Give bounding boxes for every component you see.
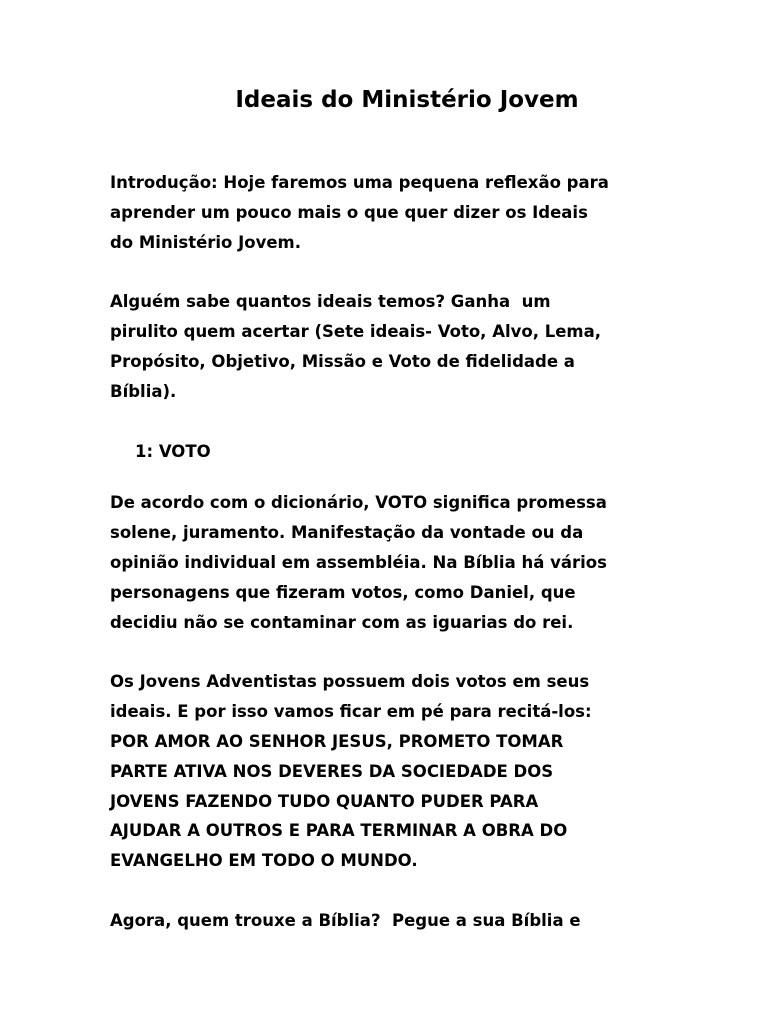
text-line: AJUDAR A OUTROS E PARA TERMINAR A OBRA DO (110, 821, 568, 841)
text-line: ideais. E por isso vamos ficar em pé para recitá-los: (110, 702, 592, 722)
text-line: personagens que fizeram votos, como Daniel, que (110, 582, 576, 602)
document-body (110, 168, 710, 966)
text-line: do Ministério Jovem. (110, 232, 302, 252)
text-line: aprender um pouco mais o que quer dizer os Ideais (110, 202, 588, 222)
text-line: EVANGELHO EM TODO O MUNDO. (110, 851, 418, 871)
bible-paragraph (110, 906, 710, 936)
document-title: Ideais do Ministério Jovem (235, 87, 579, 113)
text-line: Os Jovens Adventistas possuem dois votos em seus (110, 672, 590, 692)
text-line: De acordo com o dicionário, VOTO significa promessa (110, 493, 607, 513)
text-line: pirulito quem acertar (Sete ideais- Voto, Alvo, Lema, (110, 322, 602, 342)
text-line: solene, juramento. Manifestação da vontade ou da (110, 523, 584, 543)
text-line: JOVENS FAZENDO TUDO QUANTO PUDER PARA (110, 791, 539, 811)
text-line: Alguém sabe quantos ideais temos? Ganha um (110, 292, 551, 312)
text-line: decidiu não se contaminar com as iguarias do rei. (110, 612, 574, 632)
section-heading: 1: VOTO (135, 441, 211, 461)
text-line: Introdução: Hoje faremos uma pequena reflexão para (110, 173, 609, 192)
vow-paragraph (110, 667, 710, 876)
intro-paragraph (110, 168, 710, 257)
definition-paragraph (110, 488, 710, 637)
text-line: Propósito, Objetivo, Missão e Voto de fidelidade a (110, 351, 575, 371)
text-line: PARTE ATIVA NOS DEVERES DA SOCIEDADE DOS (110, 761, 554, 781)
text-line: Agora, quem trouxe a Bíblia? Pegue a sua Bíblia e (110, 910, 581, 930)
text-line: POR AMOR AO SENHOR JESUS, PROMETO TOMAR (110, 731, 564, 751)
text-line: opinião individual em assembléia. Na Bíblia há vários (110, 552, 607, 572)
question-paragraph (110, 287, 710, 406)
text-line: Bíblia). (110, 381, 177, 401)
